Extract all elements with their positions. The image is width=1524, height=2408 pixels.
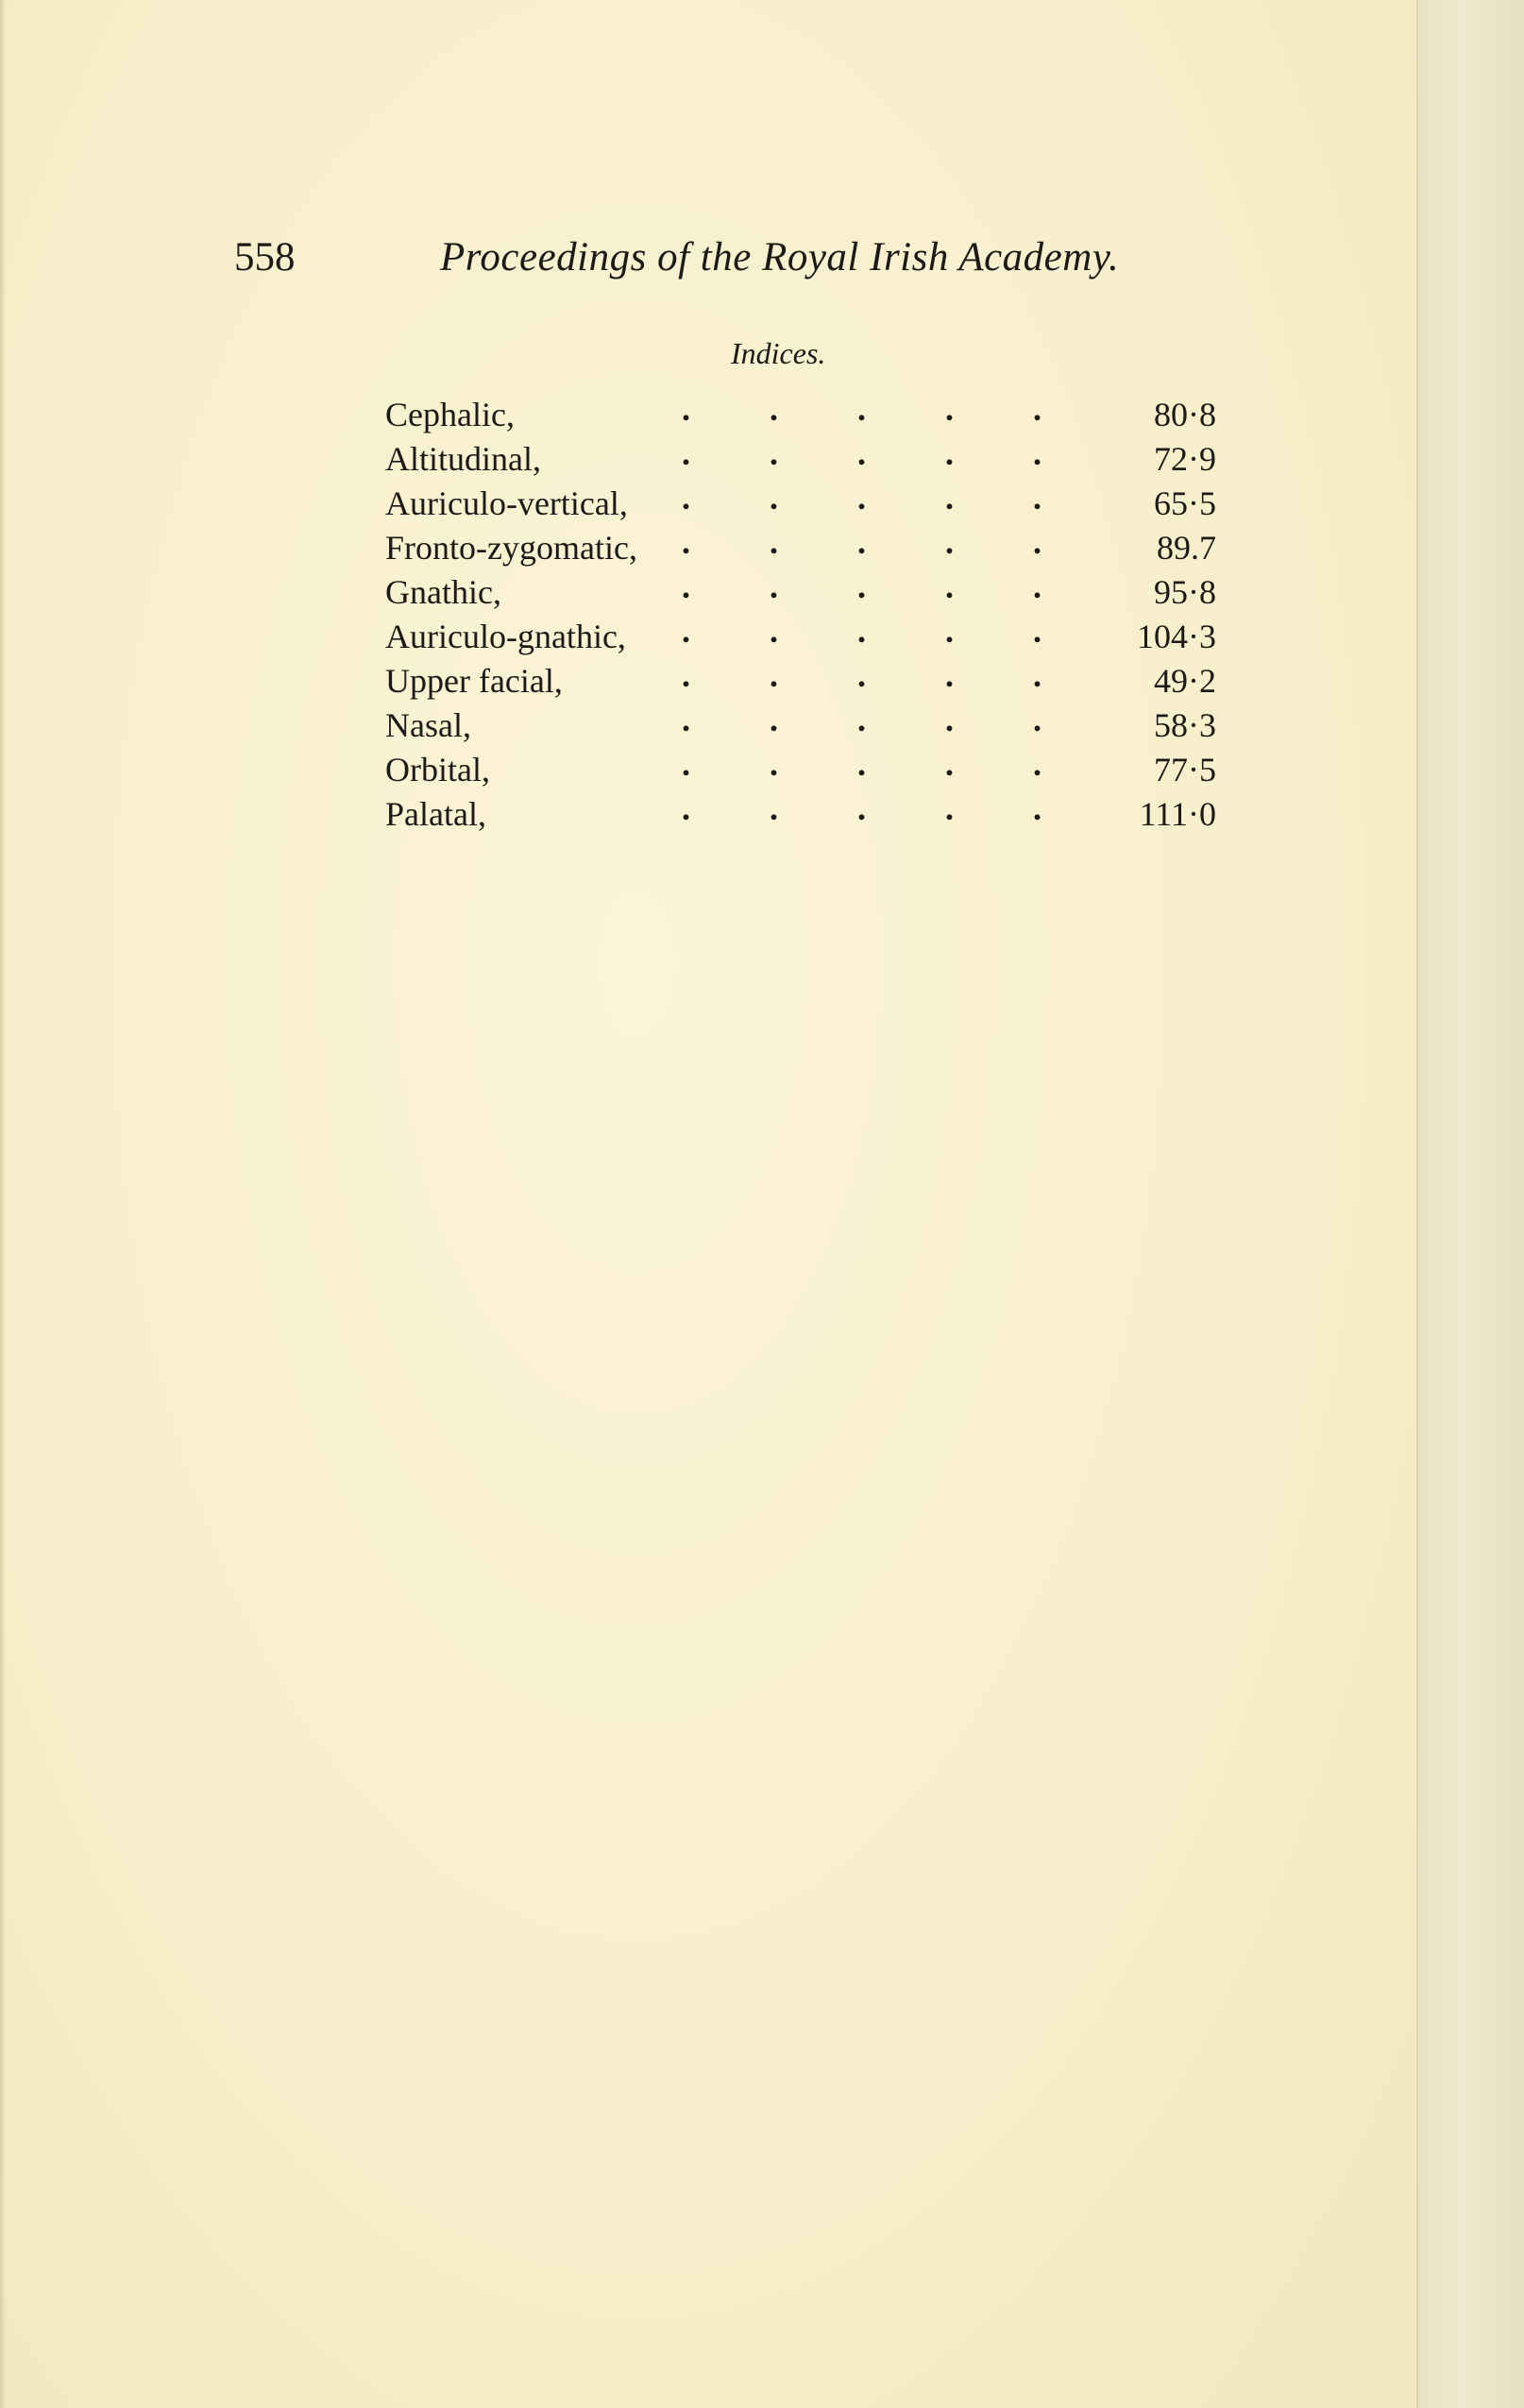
page-number: 558 (234, 235, 296, 280)
leader-dots: . . . . . (682, 612, 1041, 650)
index-label: Cephalic, (385, 396, 515, 433)
index-label: Upper facial, (385, 662, 563, 700)
index-value: 58·3 (1154, 706, 1216, 744)
index-label: Nasal, (385, 706, 471, 744)
leader-dots: . . . . . (682, 701, 1041, 738)
page-header (234, 234, 1188, 291)
leader-dots: . . . . . (682, 745, 1041, 783)
index-label: Orbital, (385, 751, 490, 789)
index-row (385, 570, 1216, 615)
index-label: Altitudinal, (385, 440, 541, 478)
index-value: 111·0 (1139, 795, 1216, 833)
index-row (385, 701, 1216, 748)
indices-table (385, 390, 1216, 837)
index-label: Gnathic, (385, 573, 501, 611)
leader-dots: . . . . . (682, 789, 1041, 827)
index-value: 65·5 (1154, 484, 1216, 522)
section-title: Indices. (731, 336, 826, 370)
index-row (385, 390, 1216, 437)
index-row (385, 745, 1216, 792)
index-row (385, 656, 1216, 704)
index-value: 104·3 (1137, 618, 1216, 655)
index-row (385, 612, 1216, 659)
index-value: 80·8 (1154, 396, 1216, 433)
leader-dots: . . . . . (682, 523, 1041, 561)
index-row (385, 434, 1216, 482)
leader-dots: . . . . . (682, 656, 1041, 694)
index-value: 89.7 (1157, 529, 1216, 567)
page-left-edge (0, 0, 6, 2408)
leader-dots: . . . . . (682, 390, 1041, 428)
leader-dots: . . . . . (682, 479, 1041, 517)
index-value: 49·2 (1154, 662, 1216, 700)
index-label: Palatal, (385, 795, 486, 833)
index-value: 72·9 (1154, 440, 1216, 478)
index-label: Auriculo-gnathic, (385, 618, 626, 655)
leader-dots: . . . . . (682, 434, 1041, 472)
running-title: Proceedings of the Royal Irish Academy. (440, 235, 1120, 280)
index-label: Auriculo-vertical, (385, 484, 628, 522)
index-row (385, 479, 1216, 526)
index-value: 95·8 (1154, 573, 1216, 611)
index-row (385, 789, 1216, 837)
page-edge-strip (1416, 0, 1524, 2408)
leader-dots: . . . . . (682, 568, 1041, 605)
index-value: 77·5 (1154, 751, 1216, 789)
index-label: Fronto-zygomatic, (385, 529, 637, 567)
index-row (385, 523, 1216, 570)
